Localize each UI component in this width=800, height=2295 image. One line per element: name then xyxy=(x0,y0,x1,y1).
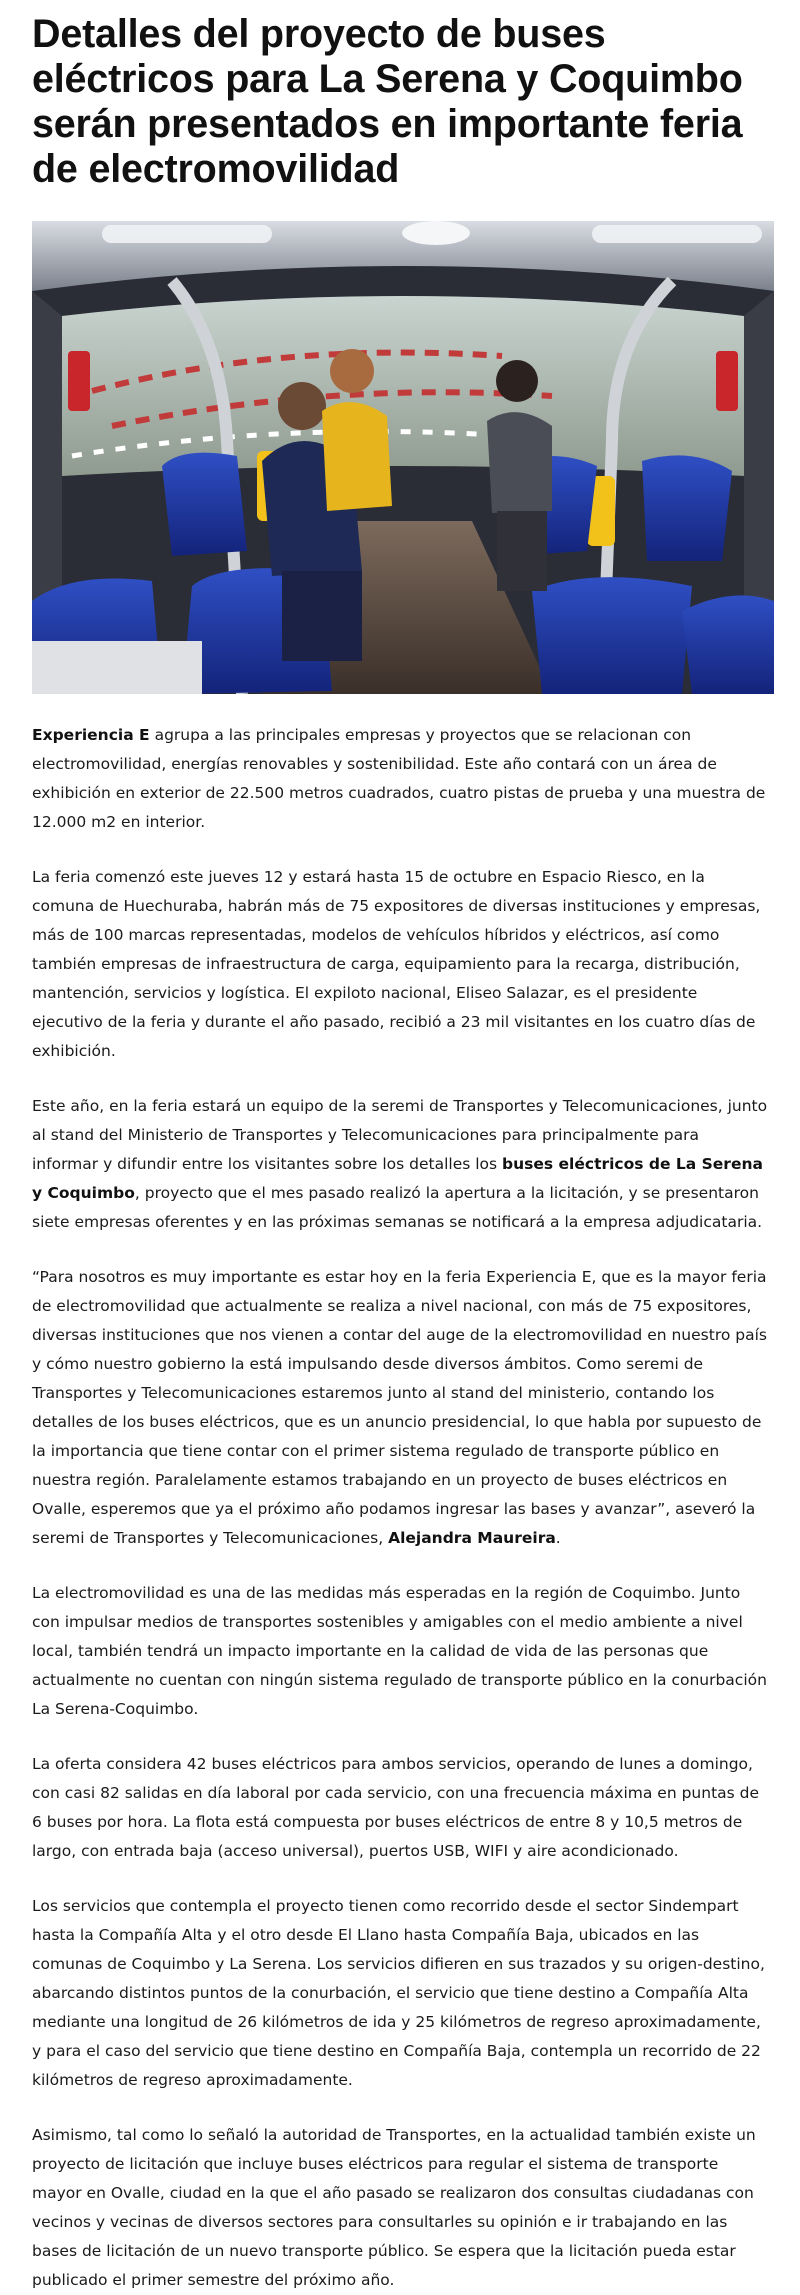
paragraph-2: La feria comenzó este jueves 12 y estará hasta 15 de octubre en Espacio Riesco, en la comuna de Huechuraba, habrán más de 75 expositores de diversas instituciones y empresas, más de 100 marcas representadas, modelos de vehículos híbridos y eléctricos, así como también empresas de infraestructura de carga, equipamiento para la recarga, distribución, mantención, servicios y logística. El expiloto nacional, Eliseo Salazar, es el presidente ejecutivo de la feria y durante el año pasado, recibió a 23 mil visitantes en los cuatro días de exhibición. xyxy=(32,868,761,1060)
paragraph-8: Asimismo, tal como lo señaló la autoridad de Transportes, en la actualidad también existe un proyecto de licitación que incluye buses eléctricos para regular el sistema de transporte mayor en Ovalle, ciudad en la que el año pasado se realizaron dos consultas ciudadanas con vecinos y vecinas de diversos sectores para consultarles su opinión e ir trabajando en las bases de licitación de un nuevo transporte público. Se espera que la licitación pueda estar publicado el primer semestre del próximo año. xyxy=(32,2126,756,2289)
paragraph-7: Los servicios que contempla el proyecto tienen como recorrido desde el sector Sindempart hasta la Compañía Alta y el otro desde El Llano hasta Compañía Baja, ubicados en las comunas de Coquimbo y La Serena. Los servicios difieren en sus trazados y su origen-destino, abarcando distintos puntos de la conurbación, el servicio que tiene destino a Compañía Alta mediante una longitud de 26 kilómetros de ida y 25 kilómetros de regreso aproximadamente, y para el caso del servicio que tiene destino en Compañía Baja, contempla un recorrido de 22 kilómetros de regreso aproximadamente. xyxy=(32,1897,765,2089)
paragraph-4: “Para nosotros es muy importante es estar hoy en la feria Experiencia E, que es la mayor feria de electromovilidad que actualmente se realiza a nivel nacional, con más de 75 expositores, diversas instituciones que nos vienen a contar del auge de la electromovilidad en nuestro país y cómo nuestro gobierno la está impulsando desde diversos ámbitos. Como seremi de Transportes y Telecomunicaciones estaremos junto al stand del ministerio, contando los detalles de los buses eléctricos, que es un anuncio presidencial, lo que habla por supuesto de la importancia que tiene contar con el primer sistema regulado de transporte público en nuestra región. Paralelamente estamos trabajando en un proyecto de buses eléctricos en Ovalle, esperemos que ya el próximo año podamos ingresar las bases y avanzar”, aseveró la seremi de Transportes y Telecomunicaciones, Alejandra Maureira. xyxy=(32,1268,767,1547)
strong-experiencia-e: Experiencia E xyxy=(32,726,150,744)
paragraph-1: Experiencia E agrupa a las principales empresas y proyectos que se relacionan con electromovilidad, energías renovables y sostenibilidad. Este año contará con un área de exhibición en exterior de 22.500 metros cuadrados, cuatro pistas de prueba y una muestra de 12.000 m2 en interior. xyxy=(32,726,766,831)
strong-buses-electricos: buses eléctricos de La Serena y Coquimbo xyxy=(32,1155,763,1202)
paragraph-5: La electromovilidad es una de las medidas más esperadas en la región de Coquimbo. Junto con impulsar medios de transportes sostenibles y amigables con el medio ambiente a nivel local, también tendrá un impacto importante en la calidad de vida de las personas que actualmente no cuentan con ningún sistema regulado de transporte público en la conurbación La Serena-Coquimbo. xyxy=(32,1584,767,1718)
article-photo xyxy=(32,221,774,694)
bus-interior-illustration xyxy=(32,221,774,694)
article-body xyxy=(32,721,768,2295)
paragraph-6: La oferta considera 42 buses eléctricos para ambos servicios, operando de lunes a domingo, con casi 82 salidas en día laboral por cada servicio, con una frecuencia máxima en puntas de 6 buses por hora. La flota está compuesta por buses eléctricos de entre 8 y 10,5 metros de largo, con entrada baja (acceso universal), puertos USB, WIFI y aire acondicionado. xyxy=(32,1755,760,1860)
paragraph-3: Este año, en la feria estará un equipo de la seremi de Transportes y Telecomunicaciones, junto al stand del Ministerio de Transportes y Telecomunicaciones para principalmente para informar y difundir entre los visitantes sobre los detalles los buses eléctricos de La Serena y Coquimbo, proyecto que el mes pasado realizó la apertura a la licitación, y se presentaron siete empresas oferentes y en las próximas semanas se notificará a la empresa adjudicataria. xyxy=(32,1097,768,1231)
strong-alejandra-maureira: Alejandra Maureira xyxy=(388,1529,556,1547)
article xyxy=(0,12,800,2295)
article-title: Detalles del proyecto de buses eléctricos para La Serena y Coquimbo serán presentados en importante feria de electromovilidad xyxy=(32,12,743,191)
